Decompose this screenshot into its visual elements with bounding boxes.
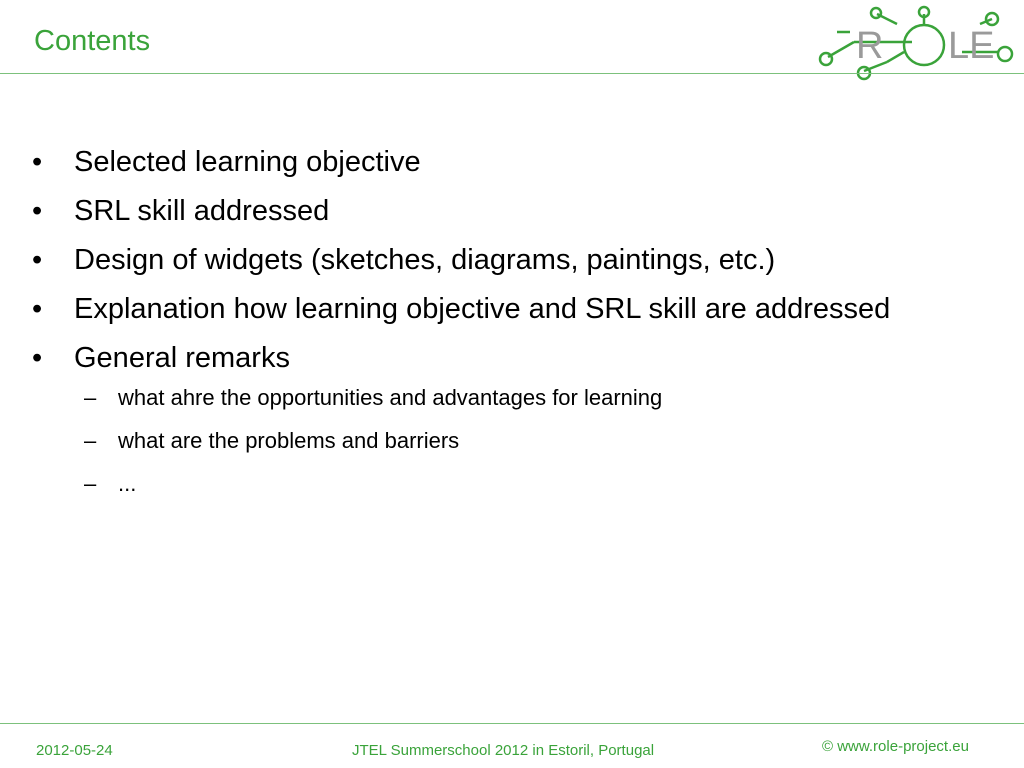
sub-bullet-list	[30, 383, 990, 499]
bullet-marker: •	[32, 146, 43, 178]
bullet-text: Selected learning objective	[74, 146, 421, 178]
sub-bullet-marker: –	[84, 471, 97, 496]
sub-list-item	[30, 426, 990, 456]
sub-bullet-marker: –	[84, 385, 97, 410]
footer-date: 2012-05-24	[36, 742, 113, 759]
slide-title: Contents	[34, 25, 151, 57]
header-divider	[0, 73, 1024, 74]
sub-bullet-text: what ahre the opportunities and advantages for learning	[118, 385, 663, 410]
bullet-list	[30, 142, 990, 512]
bullet-marker: •	[32, 195, 43, 227]
footer-divider	[0, 723, 1024, 724]
bullet-text: SRL skill addressed	[74, 195, 330, 227]
role-logo	[812, 4, 1024, 84]
bullet-marker: •	[32, 342, 43, 374]
bullet-text: Design of widgets (sketches, diagrams, paintings, etc.)	[74, 244, 776, 276]
footer-event: JTEL Summerschool 2012 in Estoril, Portugal	[352, 742, 655, 759]
sub-bullet-marker: –	[84, 428, 97, 453]
bullet-text: Explanation how learning objective and SRL skill are addressed	[74, 293, 891, 325]
bullet-marker: •	[32, 293, 43, 325]
list-item	[30, 338, 990, 378]
bullet-text: General remarks	[74, 342, 290, 374]
list-item	[30, 191, 990, 231]
sub-bullet-text: what are the problems and barriers	[118, 428, 460, 453]
list-item	[30, 240, 990, 280]
sub-bullet-text: ...	[118, 471, 137, 496]
footer-copyright: © www.role-project.eu	[822, 738, 969, 755]
list-item	[30, 142, 990, 182]
logo-letter-r: R	[856, 25, 884, 67]
logo-letters-le: LE	[948, 25, 995, 67]
list-item	[30, 289, 990, 329]
sub-list-item	[30, 383, 990, 413]
bullet-marker: •	[32, 244, 43, 276]
sub-list-item	[30, 469, 990, 499]
